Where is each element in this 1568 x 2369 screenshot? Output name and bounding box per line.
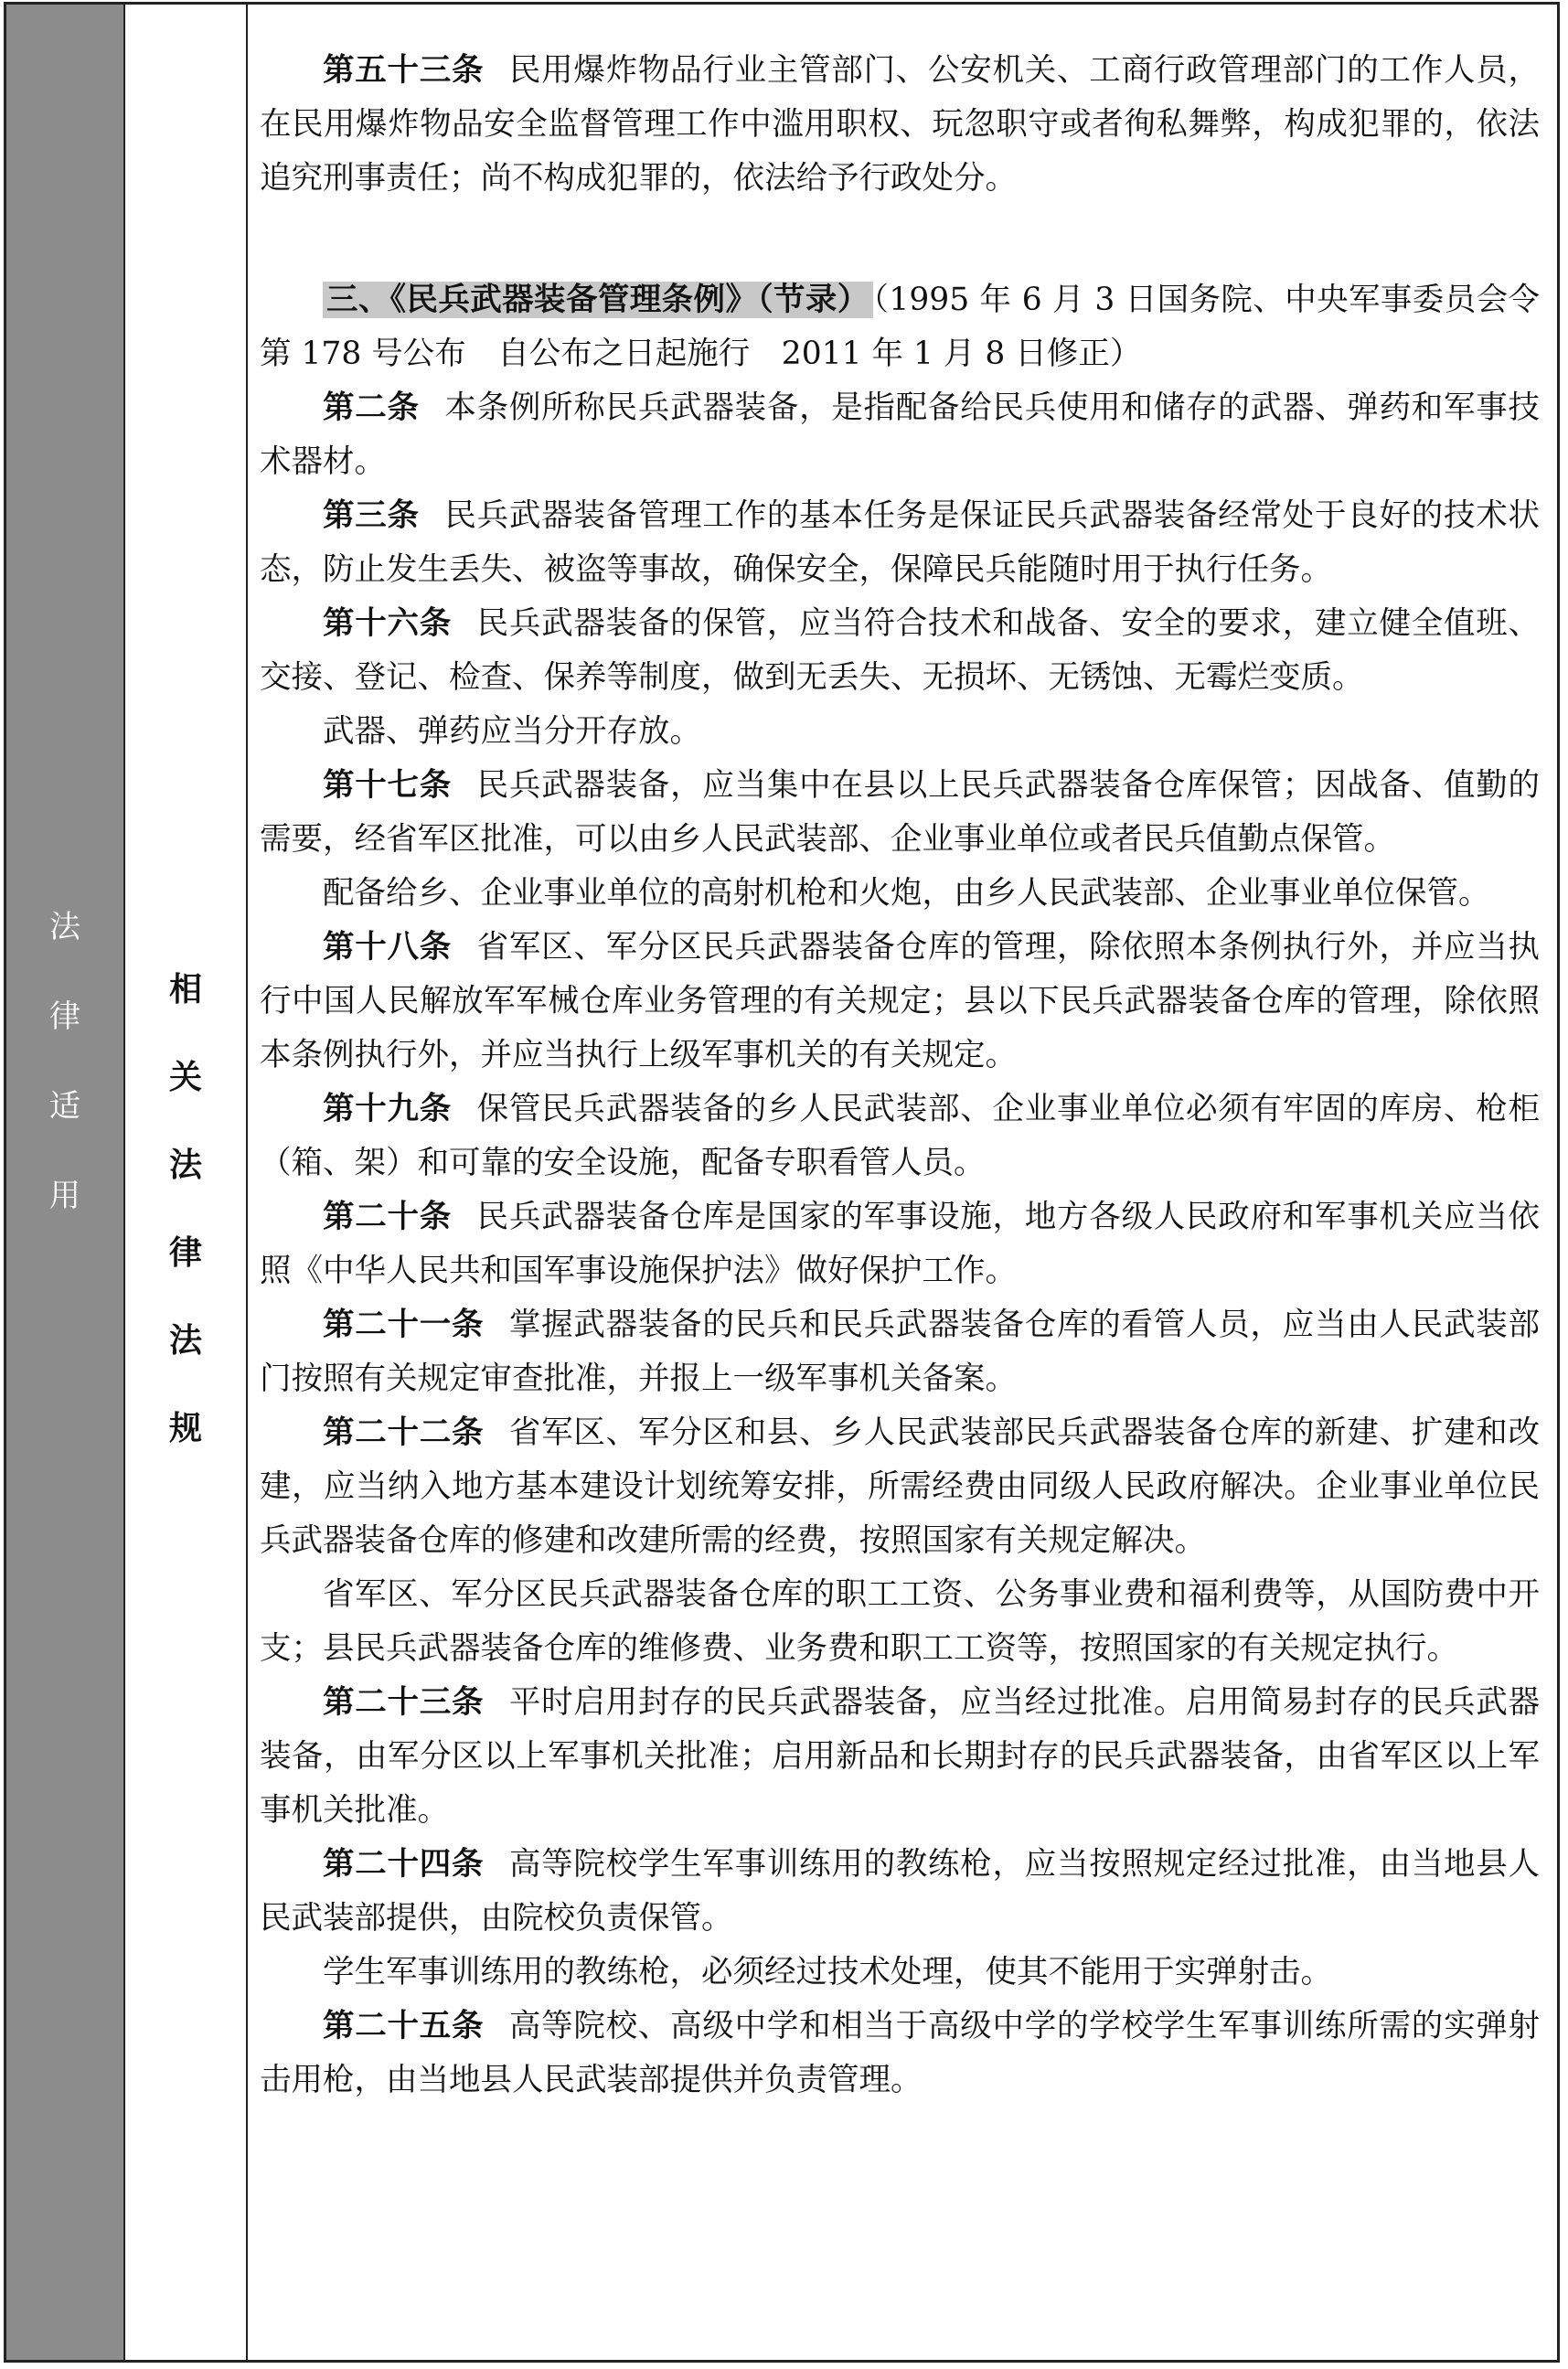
subcategory-char: 法 [168,1322,202,1360]
article-2 [260,381,1540,489]
section-title: 三、《民兵武器装备管理条例》（节录） [323,282,873,318]
article-label: 第二十二条 [323,1414,485,1451]
article-16-para-2: 武器、弹药应当分开存放。 [323,713,701,750]
article-text: 高等院校学生军事训练用的教练枪，应当按照规定经过批准，由当地县人民武装部提供，由院校负责保管。 [260,1846,1541,1937]
article-text: 掌握武器装备的民兵和民兵武器装备仓库的看管人员，应当由人民武装部门按照有关规定审查批准，并报上一级军事机关备案。 [260,1307,1541,1397]
category-column [6,5,125,2360]
subcategory-label [125,946,246,1473]
article-label: 第十九条 [323,1091,452,1127]
section-heading [260,273,1540,381]
article-label: 第二条 [323,389,420,426]
category-label [6,882,123,1241]
article-text: 民兵武器装备的保管，应当符合技术和战备、安全的要求，建立健全值班、交接、登记、检查、保养等制度，做到无丢失、无损坏、无锈蚀、无霉烂变质。 [260,605,1541,696]
article-25 [260,2000,1540,2108]
subcategory-char: 规 [168,1410,202,1447]
content-area [260,44,1540,2108]
article-label: 第二十条 [323,1199,452,1235]
article-24 [260,1838,1540,1946]
article-label: 第二十一条 [323,1307,485,1343]
section-gap [260,206,1540,273]
section-meta: （1995 年 6 月 3 日国务院、中央军事委员会令第 178 号公布 自公布之日起施行 2011 年 1 月 8 日修正） [260,282,1541,372]
article-53 [260,44,1540,206]
article-text: 民兵武器装备，应当集中在县以上民兵武器装备仓库保管；因战备、值勤的需要，经省军区批准，可以由乡人民武装部、企业事业单位或者民兵值勤点保管。 [260,767,1541,858]
article-17-para-2: 配备给乡、企业事业单位的高射机枪和火炮，由乡人民武装部、企业事业单位保管。 [323,875,1490,912]
subcategory-char: 关 [168,1059,202,1096]
article-text: 民兵武器装备仓库是国家的军事设施，地方各级人民政府和军事机关应当依照《中华人民共和国军事设施保护法》做好保护工作。 [260,1199,1541,1289]
subcategory-column [125,5,248,2360]
subcategory-char: 律 [168,1234,202,1272]
article-text: 保管民兵武器装备的乡人民武装部、企业事业单位必须有牢固的库房、枪柜（箱、架）和可靠的安全设施，配备专职看管人员。 [260,1091,1541,1181]
article-24-para-2: 学生军事训练用的教练枪，必须经过技术处理，使其不能用于实弹射击。 [323,1954,1332,1990]
article-18 [260,921,1540,1083]
article-23 [260,1676,1540,1838]
article-text: 高等院校、高级中学和相当于高级中学的学校学生军事训练所需的实弹射击用枪，由当地县人民武装部提供并负责管理。 [260,2008,1541,2098]
article-text: 民兵武器装备管理工作的基本任务是保证民兵武器装备经常处于良好的技术状态，防止发生丢失、被盗等事故，确保安全，保障民兵能随时用于执行任务。 [260,497,1541,588]
article-label: 第二十五条 [323,2008,485,2044]
subcategory-char: 相 [168,971,202,1008]
category-char: 适 [49,1088,80,1125]
article-label: 第十八条 [323,929,452,966]
article-17 [260,759,1540,867]
article-label: 第五十三条 [323,52,485,89]
article-label: 第二十三条 [323,1684,485,1721]
category-char: 用 [49,1178,80,1214]
subcategory-char: 法 [168,1147,202,1184]
article-3 [260,489,1540,597]
article-19 [260,1083,1540,1190]
article-20 [260,1190,1540,1298]
article-label: 第十七条 [323,767,452,804]
article-text: 本条例所称民兵武器装备，是指配备给民兵使用和储存的武器、弹药和军事技术器材。 [260,389,1541,480]
category-char: 法 [49,909,80,945]
article-label: 第十六条 [323,605,452,642]
article-text: 民用爆炸物品行业主管部门、公安机关、工商行政管理部门的工作人员，在民用爆炸物品安全监督管理工作中滥用职权、玩忽职守或者徇私舞弊，构成犯罪的，依法追究刑事责任；尚不构成犯罪的，依法给予行政处分。 [260,52,1541,197]
article-21 [260,1298,1540,1406]
category-char: 律 [49,998,80,1035]
article-label: 第二十四条 [323,1846,485,1883]
article-22 [260,1406,1540,1568]
article-label: 第三条 [323,497,420,534]
article-16 [260,597,1540,705]
article-text: 平时启用封存的民兵武器装备，应当经过批准。启用简易封存的民兵武器装备，由军分区以上军事机关批准；启用新品和长期封存的民兵武器装备，由省军区以上军事机关批准。 [260,1684,1541,1829]
article-text: 省军区、军分区和县、乡人民武装部民兵武器装备仓库的新建、扩建和改建，应当纳入地方基本建设计划统筹安排，所需经费由同级人民政府解决。企业事业单位民兵武器装备仓库的修建和改建所需的经费，按照国家有关规定解决。 [260,1414,1541,1559]
article-text: 省军区、军分区民兵武器装备仓库的管理，除依照本条例执行外，并应当执行中国人民解放军军械仓库业务管理的有关规定；县以下民兵武器装备仓库的管理，除依照本条例执行外，并应当执行上级军事机关的有关规定。 [260,929,1541,1073]
article-22-para-2: 省军区、军分区民兵武器装备仓库的职工工资、公务事业费和福利费等，从国防费中开支；县民兵武器装备仓库的维修费、业务费和职工工资等，按照国家的有关规定执行。 [260,1576,1540,1667]
